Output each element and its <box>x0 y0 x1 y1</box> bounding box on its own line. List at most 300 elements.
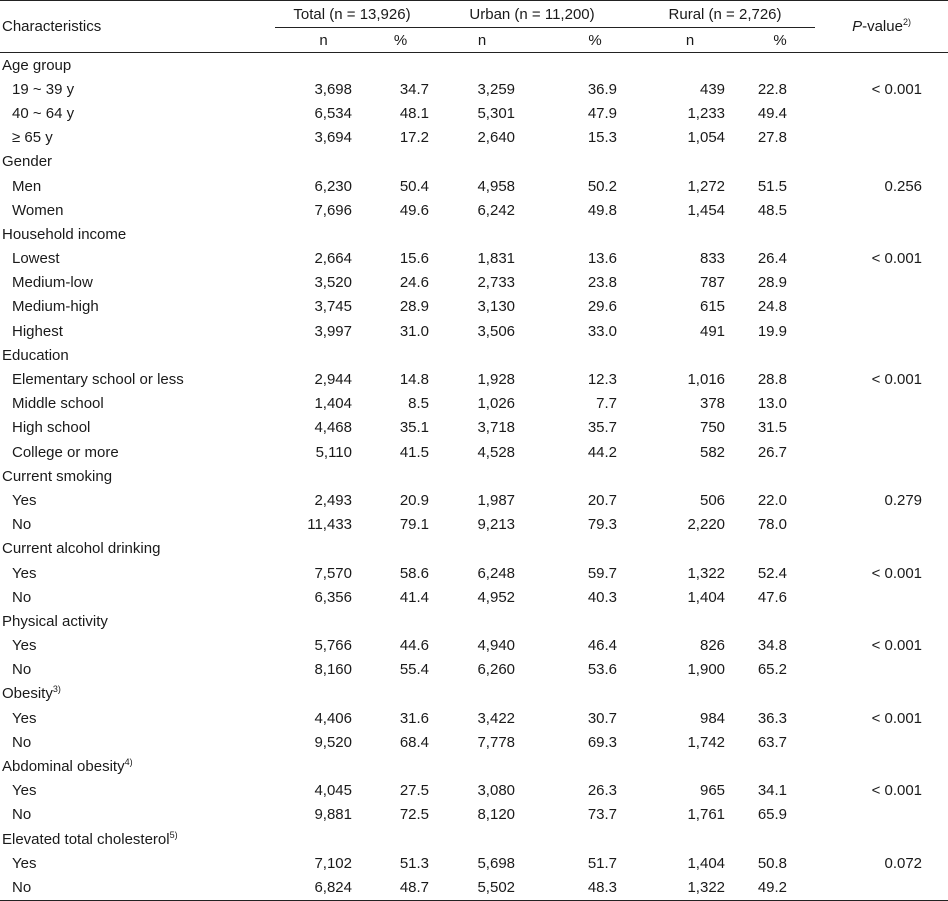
row-label: No <box>12 733 32 751</box>
urban-pct-cell: 51.7 <box>587 854 618 872</box>
total-n-cell: 7,102 <box>314 854 352 872</box>
total-pct-cell: 8.5 <box>408 395 430 413</box>
total-n-cell: 1,404 <box>314 395 352 413</box>
row-label: ≥ 65 y <box>12 129 53 147</box>
rural-n-cell: 1,761 <box>687 806 726 824</box>
group-name: Elevated total cholesterol <box>2 830 170 848</box>
urban-n-cell: 2,640 <box>477 129 516 147</box>
rural-n-cell: 984 <box>699 709 726 727</box>
total-pct-cell: 31.6 <box>399 709 430 727</box>
urban-pct-cell: 26.3 <box>587 782 618 800</box>
group-row <box>0 827 948 851</box>
row-label: No <box>12 661 32 679</box>
group-name: Abdominal obesity <box>2 758 125 776</box>
empty-cell <box>635 609 725 633</box>
group-label <box>0 754 275 778</box>
pvalue-cell: < 0.001 <box>871 80 923 98</box>
urban-header: Urban (n = 11,200) <box>429 1 635 28</box>
rural-pct-header: % <box>725 28 815 53</box>
group-row <box>0 150 948 174</box>
group-name: Physical activity <box>2 612 108 630</box>
total-pct-cell: 24.6 <box>399 274 430 292</box>
urban-pct-cell: 50.2 <box>587 177 618 195</box>
urban-n-cell: 1,928 <box>477 371 516 389</box>
empty-cell <box>815 53 948 78</box>
urban-n-cell: 6,242 <box>477 201 516 219</box>
pvalue-cell <box>815 416 948 440</box>
row-label: Yes <box>12 637 37 655</box>
empty-cell <box>515 343 635 367</box>
empty-cell <box>515 537 635 561</box>
rural-pct-cell: 22.8 <box>757 80 788 98</box>
rural-n-cell: 582 <box>699 443 726 461</box>
urban-n-cell: 4,940 <box>477 637 516 655</box>
rural-pct-cell: 27.8 <box>757 129 788 147</box>
empty-cell <box>725 464 815 488</box>
total-pct-cell: 31.0 <box>399 322 430 340</box>
urban-pct-cell: 23.8 <box>587 274 618 292</box>
table-row <box>0 488 948 512</box>
group-name: Obesity <box>2 685 53 703</box>
row-label: Medium-low <box>12 274 93 292</box>
total-n-cell: 9,881 <box>314 806 352 824</box>
total-n-cell: 2,664 <box>314 250 352 268</box>
empty-cell <box>815 754 948 778</box>
total-pct-cell: 79.1 <box>399 516 430 534</box>
row-label: College or more <box>12 443 119 461</box>
total-n-cell: 3,745 <box>314 298 352 316</box>
pvalue-cell <box>815 392 948 416</box>
urban-pct-cell: 53.6 <box>587 661 618 679</box>
total-pct-cell: 41.5 <box>399 443 430 461</box>
urban-pct-cell: 35.7 <box>587 419 618 437</box>
rural-pct-cell: 48.5 <box>757 201 788 219</box>
group-name: Education <box>2 346 69 364</box>
total-pct-cell: 58.6 <box>399 564 430 582</box>
pvalue-cell <box>815 803 948 827</box>
total-pct-cell: 55.4 <box>399 661 430 679</box>
empty-cell <box>515 754 635 778</box>
rural-n-cell: 615 <box>699 298 726 316</box>
rural-pct-cell: 65.9 <box>757 806 788 824</box>
empty-cell <box>725 222 815 246</box>
table-row <box>0 561 948 585</box>
empty-cell <box>515 53 635 78</box>
empty-cell <box>352 464 429 488</box>
group-name: Current smoking <box>2 467 113 485</box>
rural-pct-cell: 24.8 <box>757 298 788 316</box>
pvalue-p: P <box>852 18 863 35</box>
empty-cell <box>815 464 948 488</box>
total-n-cell: 3,997 <box>314 322 352 340</box>
rural-n-cell: 491 <box>699 322 726 340</box>
rural-pct-cell: 47.6 <box>757 588 788 606</box>
total-pct-cell: 44.6 <box>399 637 430 655</box>
rural-pct-cell: 63.7 <box>757 733 788 751</box>
total-pct-cell: 34.7 <box>399 80 430 98</box>
row-label: 19 ~ 39 y <box>12 80 75 98</box>
empty-cell <box>635 464 725 488</box>
empty-cell <box>635 150 725 174</box>
row-label: Yes <box>12 782 37 800</box>
total-n-cell: 6,230 <box>314 177 352 195</box>
row-label: Yes <box>12 491 37 509</box>
empty-cell <box>275 222 352 246</box>
pvalue-cell: < 0.001 <box>871 371 923 389</box>
pvalue-cell: 0.256 <box>884 177 923 195</box>
empty-cell <box>515 150 635 174</box>
urban-pct-cell: 29.6 <box>587 298 618 316</box>
total-header: Total (n = 13,926) <box>275 1 429 28</box>
urban-n-cell: 3,718 <box>477 419 516 437</box>
total-n-cell: 4,045 <box>314 782 352 800</box>
total-pct-cell: 14.8 <box>399 371 430 389</box>
rural-n-cell: 1,404 <box>687 854 726 872</box>
urban-n-cell: 5,301 <box>477 104 516 122</box>
pvalue-cell: < 0.001 <box>871 637 923 655</box>
empty-cell <box>815 827 948 851</box>
rural-n-cell: 439 <box>699 80 726 98</box>
table-row <box>0 416 948 440</box>
rural-n-cell: 965 <box>699 782 726 800</box>
empty-cell <box>515 827 635 851</box>
urban-pct-cell: 40.3 <box>587 588 618 606</box>
urban-n-cell: 3,259 <box>477 80 516 98</box>
table-row <box>0 198 948 222</box>
empty-cell <box>275 464 352 488</box>
urban-n-cell: 1,831 <box>477 250 516 268</box>
group-label <box>0 464 275 488</box>
group-label <box>0 682 275 706</box>
urban-n-cell: 7,778 <box>477 733 516 751</box>
footnote-marker: 5) <box>169 829 178 840</box>
empty-cell <box>635 537 725 561</box>
empty-cell <box>429 53 515 78</box>
row-label: Medium-high <box>12 298 99 316</box>
empty-cell <box>515 682 635 706</box>
group-name: Household income <box>2 225 127 243</box>
row-label: 40 ~ 64 y <box>12 104 75 122</box>
pvalue-cell <box>815 730 948 754</box>
group-row <box>0 222 948 246</box>
empty-cell <box>515 464 635 488</box>
empty-cell <box>815 343 948 367</box>
total-pct-header: % <box>352 28 429 53</box>
empty-cell <box>352 150 429 174</box>
urban-pct-cell: 12.3 <box>587 371 618 389</box>
empty-cell <box>635 222 725 246</box>
group-row <box>0 537 948 561</box>
total-n-cell: 4,406 <box>314 709 352 727</box>
empty-cell <box>275 150 352 174</box>
table-row <box>0 730 948 754</box>
rural-pct-cell: 28.9 <box>757 274 788 292</box>
total-pct-cell: 17.2 <box>399 129 430 147</box>
urban-pct-cell: 59.7 <box>587 564 618 582</box>
empty-cell <box>515 222 635 246</box>
row-label: Highest <box>12 322 63 340</box>
empty-cell <box>815 150 948 174</box>
pvalue-cell <box>815 658 948 682</box>
urban-pct-cell: 69.3 <box>587 733 618 751</box>
table-row <box>0 440 948 464</box>
urban-n-cell: 9,213 <box>477 516 516 534</box>
pvalue-cell: 0.072 <box>884 854 923 872</box>
total-n-cell: 8,160 <box>314 661 352 679</box>
row-label: Elementary school or less <box>12 371 184 389</box>
urban-pct-cell: 46.4 <box>587 637 618 655</box>
group-name: Current alcohol drinking <box>2 540 161 558</box>
table-row <box>0 392 948 416</box>
table-row <box>0 271 948 295</box>
empty-cell <box>429 222 515 246</box>
total-n-cell: 7,696 <box>314 201 352 219</box>
total-pct-cell: 48.7 <box>352 875 429 900</box>
empty-cell <box>429 464 515 488</box>
urban-n-cell: 4,952 <box>477 588 516 606</box>
total-n-cell: 7,570 <box>314 564 352 582</box>
row-label: No <box>12 806 32 824</box>
rural-n-cell: 1,322 <box>687 564 726 582</box>
rural-n-cell: 1,233 <box>687 104 726 122</box>
total-pct-cell: 68.4 <box>399 733 430 751</box>
table-row <box>0 851 948 875</box>
empty-cell <box>515 609 635 633</box>
pvalue-cell <box>815 585 948 609</box>
group-name: Age group <box>2 56 72 74</box>
empty-cell <box>635 682 725 706</box>
empty-cell <box>275 682 352 706</box>
table-row <box>0 803 948 827</box>
urban-pct-cell: 44.2 <box>587 443 618 461</box>
row-label: Middle school <box>12 395 104 413</box>
group-row <box>0 754 948 778</box>
rural-n-header: n <box>635 28 725 53</box>
empty-cell <box>635 343 725 367</box>
rural-pct-cell: 36.3 <box>757 709 788 727</box>
total-n-cell: 9,520 <box>314 733 352 751</box>
total-pct-cell: 41.4 <box>399 588 430 606</box>
empty-cell <box>725 682 815 706</box>
urban-pct-cell: 47.9 <box>587 104 618 122</box>
urban-pct-cell: 15.3 <box>587 129 618 147</box>
rural-pct-cell: 49.2 <box>725 875 815 900</box>
rural-pct-cell: 50.8 <box>757 854 788 872</box>
pvalue-sup: 2) <box>902 17 911 27</box>
table-row <box>0 126 948 150</box>
pvalue-cell: 0.279 <box>884 491 923 509</box>
group-label <box>0 827 275 851</box>
urban-n-cell: 5,502 <box>429 875 515 900</box>
rural-n-cell: 1,272 <box>687 177 726 195</box>
rural-pct-cell: 65.2 <box>757 661 788 679</box>
row-label: Yes <box>12 854 37 872</box>
rural-n-cell: 787 <box>699 274 726 292</box>
table-row <box>0 658 948 682</box>
empty-cell <box>635 754 725 778</box>
rural-n-cell: 826 <box>699 637 726 655</box>
pvalue-cell: < 0.001 <box>871 250 923 268</box>
table-row <box>0 706 948 730</box>
table-body <box>0 53 948 901</box>
empty-cell <box>352 609 429 633</box>
pvalue-rest: -value <box>862 18 903 35</box>
empty-cell <box>429 827 515 851</box>
pvalue-cell <box>815 440 948 464</box>
total-n-cell: 6,824 <box>275 875 352 900</box>
group-label <box>0 343 275 367</box>
table-row <box>0 585 948 609</box>
urban-pct-cell: 20.7 <box>587 491 618 509</box>
rural-n-cell: 506 <box>699 491 726 509</box>
table-row <box>0 174 948 198</box>
empty-cell <box>815 609 948 633</box>
pvalue-header <box>815 1 948 53</box>
rural-n-cell: 1,404 <box>687 588 726 606</box>
empty-cell <box>635 827 725 851</box>
urban-pct-cell: 48.3 <box>515 875 635 900</box>
rural-pct-cell: 22.0 <box>757 491 788 509</box>
urban-pct-cell: 49.8 <box>587 201 618 219</box>
rural-header: Rural (n = 2,726) <box>635 1 815 28</box>
table-row <box>0 247 948 271</box>
header-row-1 <box>0 1 948 28</box>
urban-n-header: n <box>429 28 515 53</box>
rural-n-cell: 1,054 <box>687 129 726 147</box>
empty-cell <box>275 343 352 367</box>
empty-cell <box>352 343 429 367</box>
empty-cell <box>352 53 429 78</box>
pvalue-cell <box>815 126 948 150</box>
rural-pct-cell: 26.7 <box>757 443 788 461</box>
empty-cell <box>429 754 515 778</box>
total-pct-cell: 72.5 <box>399 806 430 824</box>
total-n-cell: 2,944 <box>314 371 352 389</box>
total-n-header: n <box>275 28 352 53</box>
total-n-cell: 3,694 <box>314 129 352 147</box>
urban-n-cell: 5,698 <box>477 854 516 872</box>
table-row <box>0 319 948 343</box>
footnote-marker: 3) <box>52 684 61 695</box>
pvalue-cell <box>815 101 948 125</box>
rural-pct-cell: 26.4 <box>757 250 788 268</box>
urban-n-cell: 3,130 <box>477 298 516 316</box>
empty-cell <box>429 343 515 367</box>
group-row <box>0 609 948 633</box>
total-n-cell: 6,356 <box>314 588 352 606</box>
pvalue-cell <box>815 271 948 295</box>
characteristics-header: Characteristics <box>0 1 275 53</box>
urban-pct-cell: 13.6 <box>587 250 618 268</box>
empty-cell <box>815 682 948 706</box>
rural-n-cell: 1,742 <box>687 733 726 751</box>
group-row <box>0 682 948 706</box>
total-pct-cell: 28.9 <box>399 298 430 316</box>
rural-pct-cell: 28.8 <box>757 371 788 389</box>
rural-n-cell: 750 <box>699 419 726 437</box>
footnote-marker: 4) <box>124 757 133 768</box>
urban-pct-cell: 7.7 <box>596 395 618 413</box>
empty-cell <box>725 53 815 78</box>
table-row <box>0 295 948 319</box>
pvalue-cell: < 0.001 <box>871 782 923 800</box>
rural-pct-cell: 78.0 <box>757 516 788 534</box>
group-name: Gender <box>2 153 53 171</box>
rural-n-cell: 1,016 <box>687 371 726 389</box>
row-label: Yes <box>12 709 37 727</box>
group-row <box>0 464 948 488</box>
rural-n-cell: 833 <box>699 250 726 268</box>
total-n-cell: 6,534 <box>314 104 352 122</box>
urban-n-cell: 4,528 <box>477 443 516 461</box>
empty-cell <box>725 150 815 174</box>
total-pct-cell: 15.6 <box>399 250 430 268</box>
urban-pct-cell: 79.3 <box>587 516 618 534</box>
row-label: High school <box>12 419 91 437</box>
empty-cell <box>429 537 515 561</box>
table-row <box>0 634 948 658</box>
total-pct-cell: 27.5 <box>399 782 430 800</box>
rural-pct-cell: 49.4 <box>757 104 788 122</box>
empty-cell <box>275 53 352 78</box>
group-label <box>0 150 275 174</box>
empty-cell <box>429 682 515 706</box>
row-label: Yes <box>12 564 37 582</box>
empty-cell <box>429 609 515 633</box>
table-row <box>0 367 948 391</box>
empty-cell <box>275 609 352 633</box>
rural-n-cell: 1,900 <box>687 661 726 679</box>
urban-pct-header: % <box>515 28 635 53</box>
empty-cell <box>725 827 815 851</box>
total-n-cell: 3,520 <box>314 274 352 292</box>
total-n-cell: 5,766 <box>314 637 352 655</box>
empty-cell <box>815 537 948 561</box>
row-label: No <box>12 588 32 606</box>
pvalue-cell: < 0.001 <box>871 564 923 582</box>
total-pct-cell: 51.3 <box>399 854 430 872</box>
pvalue-cell: < 0.001 <box>871 709 923 727</box>
table-row <box>0 101 948 125</box>
urban-pct-cell: 30.7 <box>587 709 618 727</box>
empty-cell <box>352 222 429 246</box>
total-n-cell: 2,493 <box>314 491 352 509</box>
empty-cell <box>725 537 815 561</box>
rural-pct-cell: 31.5 <box>757 419 788 437</box>
urban-n-cell: 6,248 <box>477 564 516 582</box>
rural-n-cell: 378 <box>699 395 726 413</box>
urban-n-cell: 8,120 <box>477 806 516 824</box>
rural-n-cell: 2,220 <box>687 516 726 534</box>
empty-cell <box>352 537 429 561</box>
rural-pct-cell: 19.9 <box>757 322 788 340</box>
rural-pct-cell: 52.4 <box>757 564 788 582</box>
table-row <box>0 513 948 537</box>
total-pct-cell: 35.1 <box>399 419 430 437</box>
urban-pct-cell: 33.0 <box>587 322 618 340</box>
group-label <box>0 53 275 78</box>
urban-n-cell: 1,987 <box>477 491 516 509</box>
total-n-cell: 3,698 <box>314 80 352 98</box>
pvalue-cell <box>815 198 948 222</box>
empty-cell <box>725 343 815 367</box>
row-label: No <box>0 875 275 900</box>
urban-pct-cell: 36.9 <box>587 80 618 98</box>
rural-pct-cell: 51.5 <box>757 177 788 195</box>
table-row <box>0 779 948 803</box>
empty-cell <box>352 827 429 851</box>
row-label: Men <box>12 177 42 195</box>
